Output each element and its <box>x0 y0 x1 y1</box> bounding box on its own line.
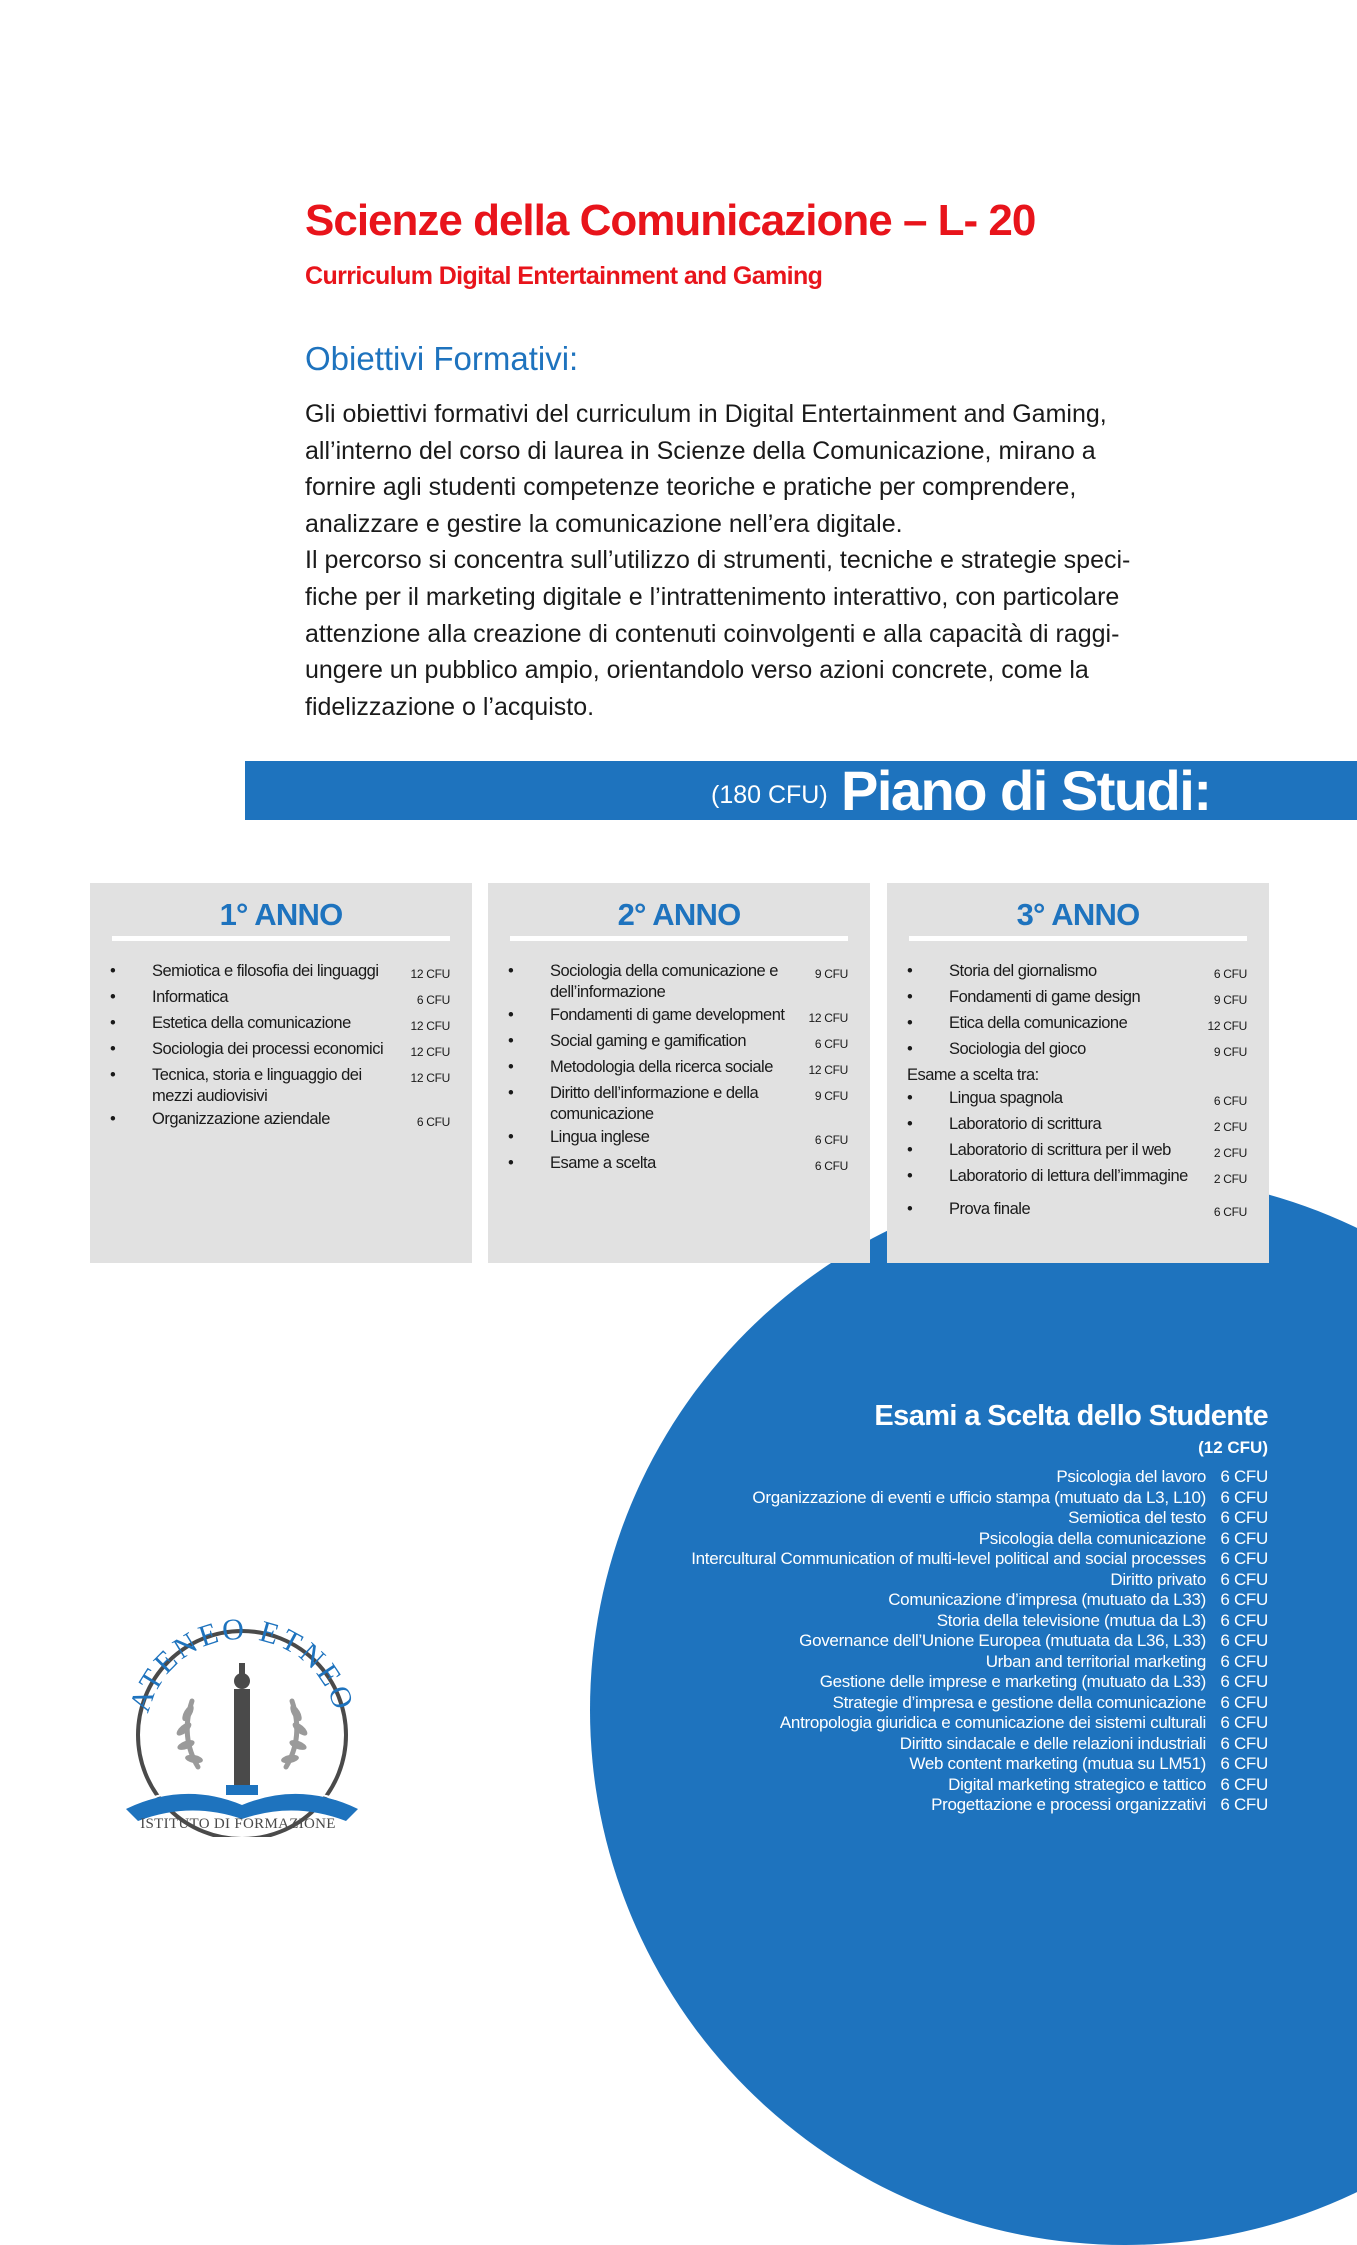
elective-item <box>691 1754 1268 1775</box>
ateneo-etneo-logo <box>118 1617 366 1837</box>
course-cfu: 9 CFU <box>814 967 848 981</box>
elective-item <box>691 1590 1268 1611</box>
bullet-icon: • <box>110 1040 116 1058</box>
elective-cfu: 6 CFU <box>1220 1795 1268 1815</box>
course-item <box>508 1153 848 1177</box>
course-cfu: 6 CFU <box>1213 967 1247 981</box>
year-box-2 <box>488 883 870 1263</box>
bullet-icon: • <box>508 1128 514 1146</box>
year-box-3 <box>887 883 1269 1263</box>
logo-arc-text: ATENEO ETNEO <box>123 1617 361 1717</box>
elective-item <box>691 1672 1268 1693</box>
course-name: Etica della comunicazione <box>949 1014 1128 1032</box>
course-name: Estetica della comunicazione <box>152 1014 351 1032</box>
bullet-icon: • <box>508 1058 514 1076</box>
course-item <box>907 1013 1247 1037</box>
elective-cfu: 6 CFU <box>1220 1467 1268 1487</box>
elective-cfu: 6 CFU <box>1220 1733 1268 1753</box>
bullet-icon: • <box>907 988 913 1006</box>
elective-item <box>691 1611 1268 1632</box>
course-cfu: 9 CFU <box>1213 1045 1247 1059</box>
course-item <box>907 1199 1247 1223</box>
elective-item <box>691 1775 1268 1796</box>
electives-list <box>691 1467 1268 1816</box>
objectives-line: fiche per il marketing digitale e l’intrattenimento interattivo, con particolare <box>305 582 1120 611</box>
bullet-icon: • <box>110 1110 116 1128</box>
course-cfu: 6 CFU <box>1213 1205 1247 1219</box>
objectives-line: ungere un pubblico ampio, orientandolo verso azioni concrete, come la <box>305 656 1089 685</box>
elective-cfu: 6 CFU <box>1220 1692 1268 1712</box>
elective-cfu: 6 CFU <box>1220 1610 1268 1630</box>
course-cfu: 12 CFU <box>808 1063 848 1077</box>
course-name: Fondamenti di game development <box>550 1006 785 1024</box>
elective-cfu: 6 CFU <box>1220 1713 1268 1733</box>
elective-item <box>691 1529 1268 1550</box>
objectives-line: fornire agli studenti competenze teoriche e pratiche per comprendere, <box>305 473 1077 502</box>
course-cfu: 2 CFU <box>1213 1172 1247 1186</box>
elective-cfu: 6 CFU <box>1220 1528 1268 1548</box>
course-item <box>907 1140 1247 1164</box>
course-item <box>508 1005 848 1029</box>
course-item <box>508 1083 848 1125</box>
logo-emblem-icon <box>118 1617 366 1837</box>
course-cfu: 12 CFU <box>410 967 450 981</box>
objectives-heading: Obiettivi Formativi: <box>305 340 579 377</box>
elective-item <box>691 1631 1268 1652</box>
year-heading: 1° ANNO <box>219 897 343 932</box>
course-item <box>508 1057 848 1081</box>
course-item <box>907 961 1247 985</box>
elective-cfu: 6 CFU <box>1220 1549 1268 1569</box>
logo-caption: ISTITUTO DI FORMAZIONE <box>140 1816 336 1832</box>
year-heading: 2° ANNO <box>617 897 741 932</box>
course-name: Laboratorio di lettura dell’immagine <box>949 1167 1188 1185</box>
elective-item <box>691 1549 1268 1570</box>
elective-cfu: 6 CFU <box>1220 1754 1268 1774</box>
elective-cfu: 6 CFU <box>1220 1774 1268 1794</box>
elective-name: Storia della televisione (mutua da L3) <box>936 1610 1206 1630</box>
elective-name: Strategie d’impresa e gestione della comunicazione <box>832 1692 1206 1712</box>
bullet-icon: • <box>907 1089 913 1107</box>
course-name: Diritto dell’informazione e della comunicazione <box>550 1084 759 1123</box>
objectives-line: all’interno del corso di laurea in Scienze della Comunicazione, mirano a <box>305 436 1096 465</box>
elective-item <box>691 1488 1268 1509</box>
elective-name: Intercultural Communication of multi-level political and social processes <box>691 1549 1206 1569</box>
elective-name: Comunicazione d’impresa (mutuato da L33) <box>888 1590 1206 1610</box>
course-item <box>508 1127 848 1151</box>
bullet-icon: • <box>508 1032 514 1050</box>
elective-item <box>691 1713 1268 1734</box>
course-cfu: 2 CFU <box>1213 1120 1247 1134</box>
course-item <box>110 1065 450 1107</box>
course-item <box>110 1109 450 1133</box>
elective-item <box>691 1508 1268 1529</box>
bullet-icon: • <box>907 962 913 980</box>
elective-cfu: 6 CFU <box>1220 1487 1268 1507</box>
study-plan-title: Piano di Studi: <box>841 759 1211 822</box>
elective-item <box>691 1693 1268 1714</box>
course-cfu: 12 CFU <box>808 1011 848 1025</box>
course-item <box>110 961 450 985</box>
year-divider <box>112 936 450 941</box>
elective-name: Diritto privato <box>1110 1569 1206 1589</box>
bullet-icon: • <box>907 1115 913 1133</box>
elective-cfu: 6 CFU <box>1220 1508 1268 1528</box>
study-plan-cfu: (180 CFU) <box>711 781 828 809</box>
objectives-line: Gli obiettivi formativi del curriculum in Digital Entertainment and Gaming, <box>305 400 1107 428</box>
course-cfu: 6 CFU <box>416 993 450 1007</box>
bullet-icon: • <box>907 1167 913 1185</box>
course-item <box>110 987 450 1011</box>
objectives-text <box>305 396 1165 725</box>
course-name: Storia del giornalismo <box>949 962 1097 980</box>
course-cfu: 6 CFU <box>814 1037 848 1051</box>
elective-cfu: 6 CFU <box>1220 1672 1268 1692</box>
year-divider <box>909 936 1247 941</box>
electives-subtitle: (12 CFU) <box>1198 1438 1268 1457</box>
course-name: Laboratorio di scrittura per il web <box>949 1141 1171 1159</box>
course-cfu: 12 CFU <box>410 1071 450 1085</box>
course-item <box>508 1031 848 1055</box>
elective-name: Gestione delle imprese e marketing (mutuato da L33) <box>819 1672 1206 1692</box>
course-item <box>110 1013 450 1037</box>
year-box-1 <box>90 883 472 1263</box>
elective-name: Progettazione e processi organizzativi <box>931 1795 1206 1815</box>
course-name: Esame a scelta <box>550 1154 656 1172</box>
course-cfu: 6 CFU <box>416 1115 450 1129</box>
course-cfu: 6 CFU <box>1213 1094 1247 1108</box>
course-name: Fondamenti di game design <box>949 988 1141 1006</box>
course-cfu: 12 CFU <box>410 1019 450 1033</box>
objectives-line: attenzione alla creazione di contenuti coinvolgenti e alla capacità di raggi- <box>305 619 1120 648</box>
bullet-icon: • <box>110 1066 116 1084</box>
bullet-icon: • <box>508 1006 514 1024</box>
year-divider <box>510 936 848 941</box>
course-cfu: 12 CFU <box>410 1045 450 1059</box>
course-item <box>907 1039 1247 1063</box>
bullet-icon: • <box>508 1084 514 1102</box>
elective-name: Governance dell’Unione Europea (mutuata da L36, L33) <box>799 1631 1206 1651</box>
course-cfu: 2 CFU <box>1213 1146 1247 1160</box>
elective-name: Digital marketing strategico e tattico <box>948 1774 1206 1794</box>
objectives-line: analizzare e gestire la comunicazione nell’era digitale. <box>305 509 903 538</box>
elective-name: Web content marketing (mutua su LM51) <box>909 1754 1206 1774</box>
elective-name: Psicologia della comunicazione <box>978 1528 1206 1548</box>
elective-name: Urban and territorial marketing <box>985 1651 1206 1671</box>
course-name: Organizzazione aziendale <box>152 1110 330 1128</box>
course-name: Social gaming e gamification <box>550 1032 747 1050</box>
bullet-icon: • <box>907 1200 913 1218</box>
course-name: Prova finale <box>949 1200 1031 1218</box>
objectives-line: fidelizzazione o l’acquisto. <box>305 692 595 721</box>
elective-cfu: 6 CFU <box>1220 1590 1268 1610</box>
course-name: Informatica <box>152 988 229 1006</box>
elective-name: Semiotica del testo <box>1068 1508 1206 1528</box>
course-name: Sociologia del gioco <box>949 1040 1086 1058</box>
bullet-icon: • <box>508 962 514 980</box>
course-list <box>110 961 450 1135</box>
objectives-line: Il percorso si concentra sull’utilizzo di strumenti, tecniche e strategie speci- <box>305 546 1131 575</box>
bullet-icon: • <box>110 1014 116 1032</box>
course-name: Semiotica e filosofia dei linguaggi <box>152 962 379 980</box>
course-name: Laboratorio di scrittura <box>949 1115 1102 1133</box>
course-cfu: 9 CFU <box>1213 993 1247 1007</box>
bullet-icon: • <box>907 1014 913 1032</box>
electives-title: Esami a Scelta dello Studente <box>874 1400 1268 1432</box>
course-cfu: 9 CFU <box>814 1089 848 1103</box>
elective-name: Psicologia del lavoro <box>1056 1467 1206 1487</box>
page-title: Scienze della Comunicazione – L- 20 <box>305 196 1036 245</box>
elective-item <box>691 1467 1268 1488</box>
course-item <box>110 1039 450 1063</box>
course-name: Sociologia della comunicazione e dell’informazione <box>550 962 778 1001</box>
elective-item <box>691 1570 1268 1591</box>
elective-item <box>691 1652 1268 1673</box>
course-list <box>508 961 848 1179</box>
bullet-icon: • <box>907 1141 913 1159</box>
elective-cfu: 6 CFU <box>1220 1631 1268 1651</box>
elective-name: Antropologia giuridica e comunicazione dei sistemi culturali <box>779 1713 1206 1733</box>
course-cfu: 12 CFU <box>1207 1019 1247 1033</box>
course-list <box>907 961 1247 1225</box>
bullet-icon: • <box>110 962 116 980</box>
course-item <box>907 1088 1247 1112</box>
course-name: Sociologia dei processi economici <box>152 1040 384 1058</box>
course-name: Tecnica, storia e linguaggio dei mezzi audiovisivi <box>152 1066 362 1105</box>
elective-cfu: 6 CFU <box>1220 1651 1268 1671</box>
bullet-icon: • <box>907 1040 913 1058</box>
elective-item <box>691 1734 1268 1755</box>
course-item <box>907 1166 1247 1190</box>
course-item <box>508 961 848 1003</box>
course-name: Lingua inglese <box>550 1128 650 1146</box>
page-subtitle: Curriculum Digital Entertainment and Gaming <box>305 262 823 290</box>
elective-name: Organizzazione di eventi e ufficio stampa (mutuato da L3, L10) <box>752 1487 1206 1507</box>
elective-name: Diritto sindacale e delle relazioni industriali <box>899 1733 1206 1753</box>
year-heading: 3° ANNO <box>1016 897 1140 932</box>
bullet-icon: • <box>110 988 116 1006</box>
course-name: Lingua spagnola <box>949 1089 1063 1107</box>
elective-choice-note: Esame a scelta tra: <box>907 1066 1039 1084</box>
course-item <box>907 1114 1247 1138</box>
bullet-icon: • <box>508 1154 514 1172</box>
course-cfu: 6 CFU <box>814 1159 848 1173</box>
elective-cfu: 6 CFU <box>1220 1569 1268 1589</box>
course-item <box>907 987 1247 1011</box>
elective-item <box>691 1795 1268 1816</box>
course-name: Metodologia della ricerca sociale <box>550 1058 773 1076</box>
course-cfu: 6 CFU <box>814 1133 848 1147</box>
